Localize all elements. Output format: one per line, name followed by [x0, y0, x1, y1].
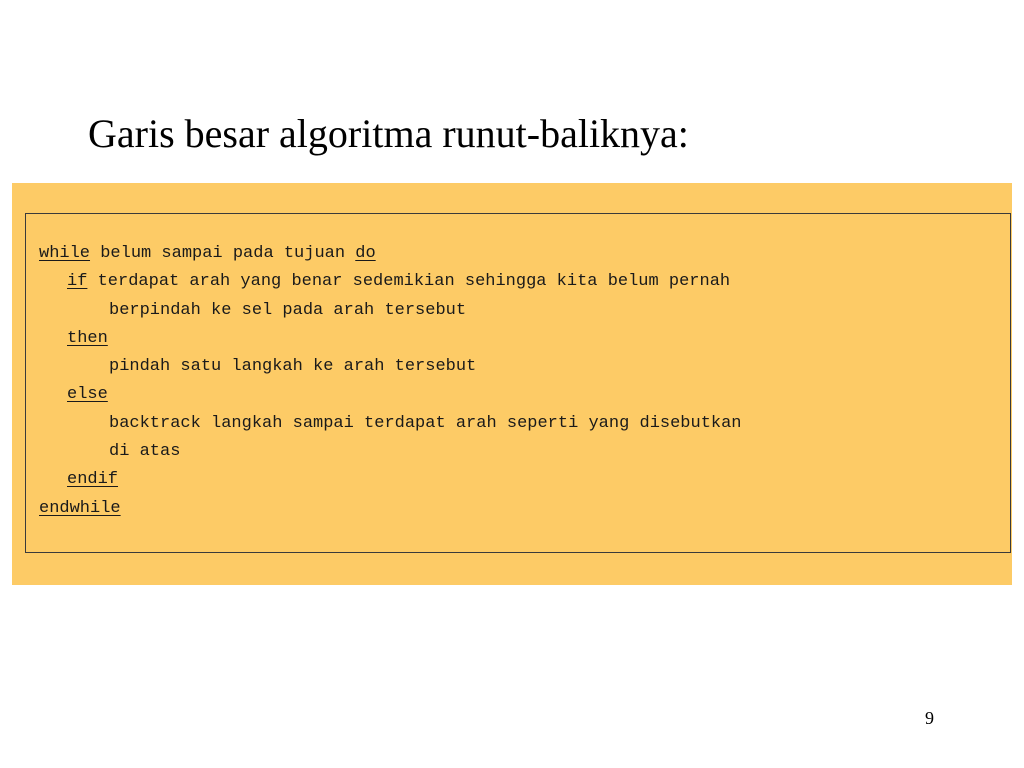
keyword-while: while — [39, 244, 91, 263]
code-line-while — [39, 240, 1002, 268]
code-text: berpindah ke sel pada arah tersebut — [109, 300, 467, 320]
code-line-if-continued — [39, 297, 1002, 325]
slide-title: Garis besar algoritma runut-baliknya: — [88, 111, 689, 156]
code-line-endwhile — [39, 495, 1002, 523]
code-text: belum sampai pada tujuan — [90, 244, 356, 263]
code-line-else — [39, 381, 1002, 409]
code-line-then-body — [39, 353, 1002, 381]
code-text: backtrack langkah sampai terdapat arah seperti yang disebutkan — [109, 413, 742, 433]
keyword-do: do — [355, 244, 376, 263]
keyword-if: if — [67, 272, 88, 292]
code-panel — [12, 183, 1012, 585]
code-text: di atas — [109, 442, 181, 462]
code-line-else-body-continued — [39, 438, 1002, 466]
keyword-else: else — [67, 385, 108, 405]
code-line-if — [39, 268, 1002, 296]
page-number: 9 — [925, 708, 934, 728]
code-text: pindah satu langkah ke arah tersebut — [109, 357, 477, 377]
code-line-else-body — [39, 410, 1002, 438]
keyword-endwhile: endwhile — [39, 498, 121, 518]
keyword-then: then — [67, 328, 108, 348]
code-text: terdapat arah yang benar sedemikian sehingga kita belum pernah — [87, 272, 731, 292]
code-line-endif — [39, 466, 1002, 494]
keyword-endif: endif — [67, 470, 119, 490]
code-box — [25, 213, 1011, 553]
pseudocode-block — [39, 240, 1002, 523]
code-line-then — [39, 325, 1002, 353]
